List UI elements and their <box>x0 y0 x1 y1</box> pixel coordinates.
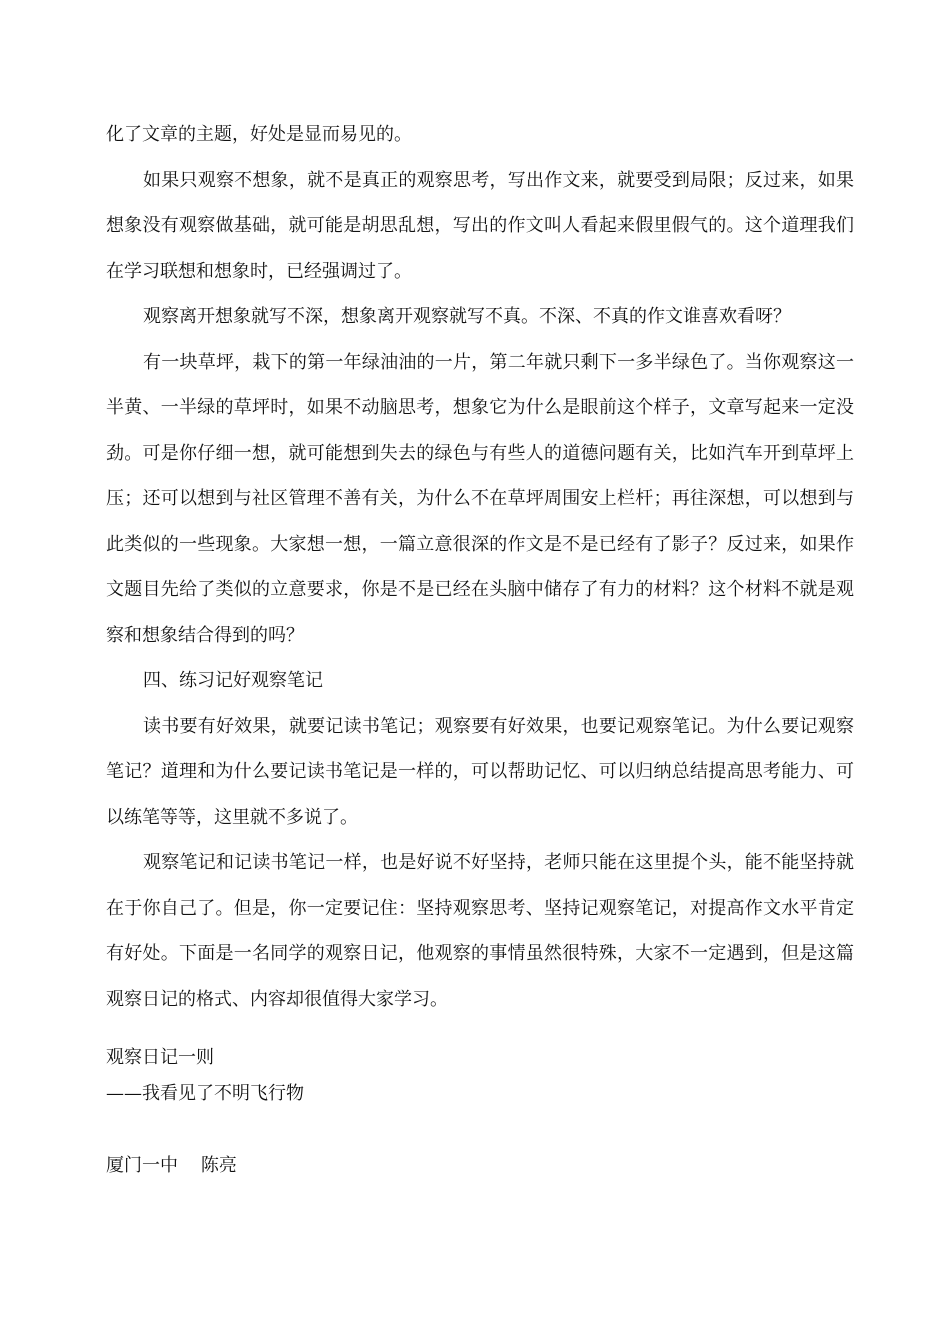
paragraph-observation-imagination: 如果只观察不想象，就不是真正的观察思考，写出作文来，就要受到局限；反过来，如果想象没有观察做基础，就可能是胡思乱想，写出的作文叫人看起来假里假气的。这个道理我们在学习联想和想象时，已经强调过了。 <box>106 169 854 282</box>
diary-header <box>106 1040 854 1112</box>
diary-subtitle: ——我看见了不明飞行物 <box>106 1083 304 1104</box>
diary-title: 观察日记一则 <box>106 1047 214 1068</box>
paragraph-continuation: 化了文章的主题，好处是显而易见的。 <box>106 124 412 145</box>
paragraph-notes-purpose: 读书要有好效果，就要记读书笔记；观察要有好效果，也要记观察笔记。为什么要记观察笔记？道理和为什么要记读书笔记是一样的，可以帮助记忆、可以归纳总结提高思考能力、可以练笔等等，这里就不多说了。 <box>106 715 854 828</box>
section-heading: 四、练习记好观察笔记 <box>143 670 323 691</box>
paragraph-summary: 观察离开想象就写不深，想象离开观察就写不真。不深、不真的作文谁喜欢看呀？ <box>143 306 791 327</box>
paragraph-lawn-example: 有一块草坪，栽下的第一年绿油油的一片，第二年就只剩下一多半绿色了。当你观察这一半黄、一半绿的草坪时，如果不动脑思考，想象它为什么是眼前这个样子，文章写起来一定没劲。可是你仔细一想，就可能想到失去的绿色与有些人的道德问题有关，比如汽车开到草坪上压；还可以想到与社区管理不善有关，为什么不在草坪周围安上栏杆；再往深想，可以想到与此类似的一些现象。大家想一想，一篇立意很深的作文是不是已经有了影子？反过来，如果作文题目先给了类似的立意要求，你是不是已经在头脑中储存了有力的材料？这个材料不就是观察和想象结合得到的吗？ <box>106 351 854 646</box>
diary-author: 厦门一中 陈亮 <box>106 1155 237 1176</box>
article-body <box>106 112 854 1022</box>
paragraph-notes-persistence: 观察笔记和记读书笔记一样，也是好说不好坚持，老师只能在这里提个头，能不能坚持就在于你自己了。但是，你一定要记住：坚持观察思考、坚持记观察笔记，对提高作文水平肯定有好处。下面是一名同学的观察日记，他观察的事情虽然很特殊，大家不一定遇到，但是这篇观察日记的格式、内容却很值得大家学习。 <box>106 852 854 1010</box>
